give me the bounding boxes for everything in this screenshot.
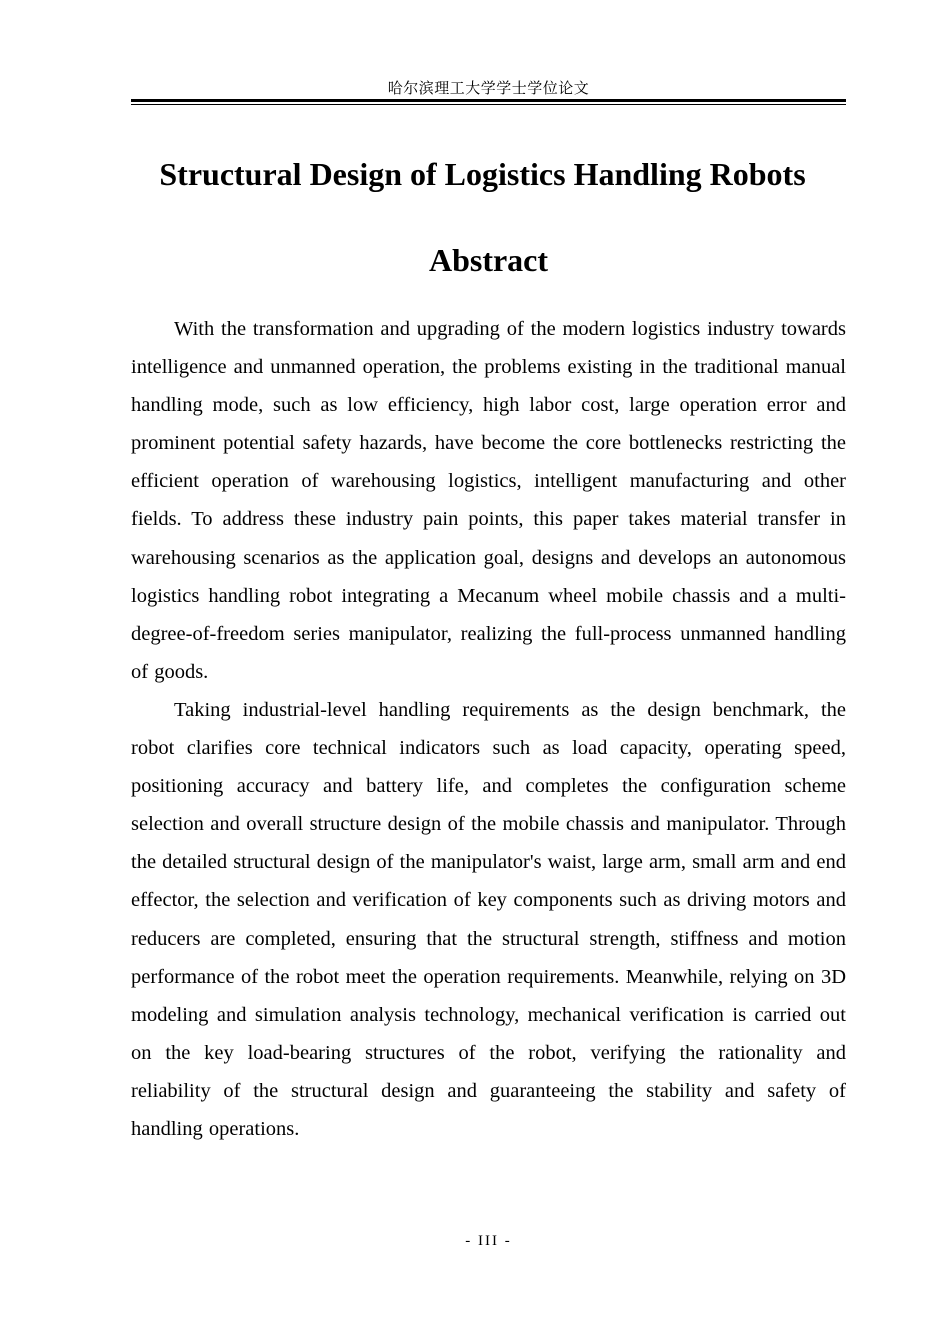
header-rule-thin	[131, 104, 846, 105]
document-title: Structural Design of Logistics Handling Robots	[159, 156, 806, 192]
header-rule-thick	[131, 99, 846, 102]
abstract-body	[131, 310, 846, 1148]
running-header: 哈尔滨理工大学学士学位论文	[387, 79, 590, 97]
abstract-heading: Abstract	[428, 242, 549, 278]
abstract-paragraph-2: Taking industrial-level handling requirements as the design benchmark, the robot clarifies core technical indicators such as load capacity, operating speed, positioning accuracy and battery life, and completes the configuration scheme selection and overall structure design of the mobile chassis and manipulator. Through the detailed structural design of the manipulator's waist, large arm, small arm and end effector, the selection and verification of key components such as driving motors and reducers are completed, ensuring that the structural strength, stiffness and motion performance of the robot meet the operation requirements. Meanwhile, relying on 3D modeling and simulation analysis technology, mechanical verification is carried out on the key load-bearing structures of the robot, verifying the rationality and reliability of the structural design and guaranteeing the stability and safety of handling operations.	[131, 698, 846, 1140]
abstract-paragraph-1: With the transformation and upgrading of the modern logistics industry towards intelligence and unmanned operation, the problems existing in the traditional manual handling mode, such as low efficiency, high labor cost, large operation error and prominent potential safety hazards, have become the core bottlenecks restricting the efficient operation of warehousing logistics, intelligent manufacturing and other fields. To address these industry pain points, this paper takes material transfer in warehousing scenarios as the application goal, designs and develops an autonomous logistics handling robot integrating a Mecanum wheel mobile chassis and a multi-degree-of-freedom series manipulator, realizing the full-process unmanned handling of goods.	[131, 318, 846, 683]
page-number: - III -	[465, 1233, 512, 1249]
